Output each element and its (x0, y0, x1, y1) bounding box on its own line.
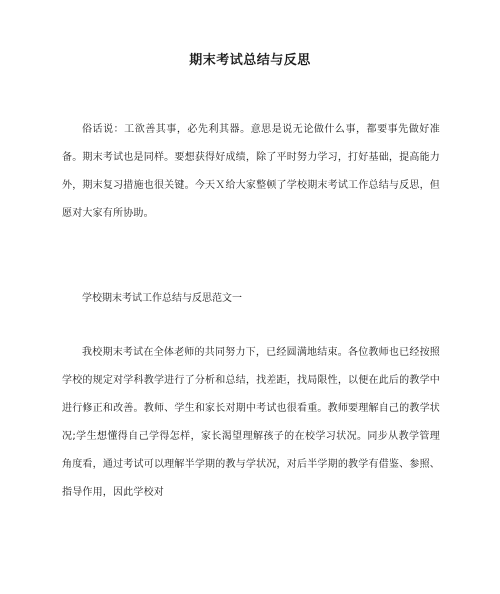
intro-paragraph: 俗话说：工欲善其事，必先利其器。意思是说无论做什么事，都要事先做好准备。期末考试也是同样。要想获得好成绩，除了平时努力学习，打好基础，提高能力外，期末复习措施也很关键。今天Ｘ给大家整顿了学校期末考试工作总结与反思，但愿对大家有所协助。 (62, 124, 440, 219)
body-paragraph: 我校期末考试在全体老师的共同努力下，已经圆满地结束。各位教师也已经按照学校的规定对学科教学进行了分析和总结，找差距，找局限性，以便在此后的教学中进行修正和改善。教师、学生和家长对期中考试也很看重。教师要理解自己的教学状况;学生想懂得自己学得怎样，家长渴望理解孩子的在校学习状况。同步从教学管理角度看，通过考试可以理解半学期的教与学状况，对后半学期的教学有借鉴、参照、指导作用，因此学校对 (62, 347, 440, 498)
section-heading: 学校期末考试工作总结与反思范文一 (82, 293, 242, 304)
document-title: 期末考试总结与反思 (189, 53, 311, 68)
